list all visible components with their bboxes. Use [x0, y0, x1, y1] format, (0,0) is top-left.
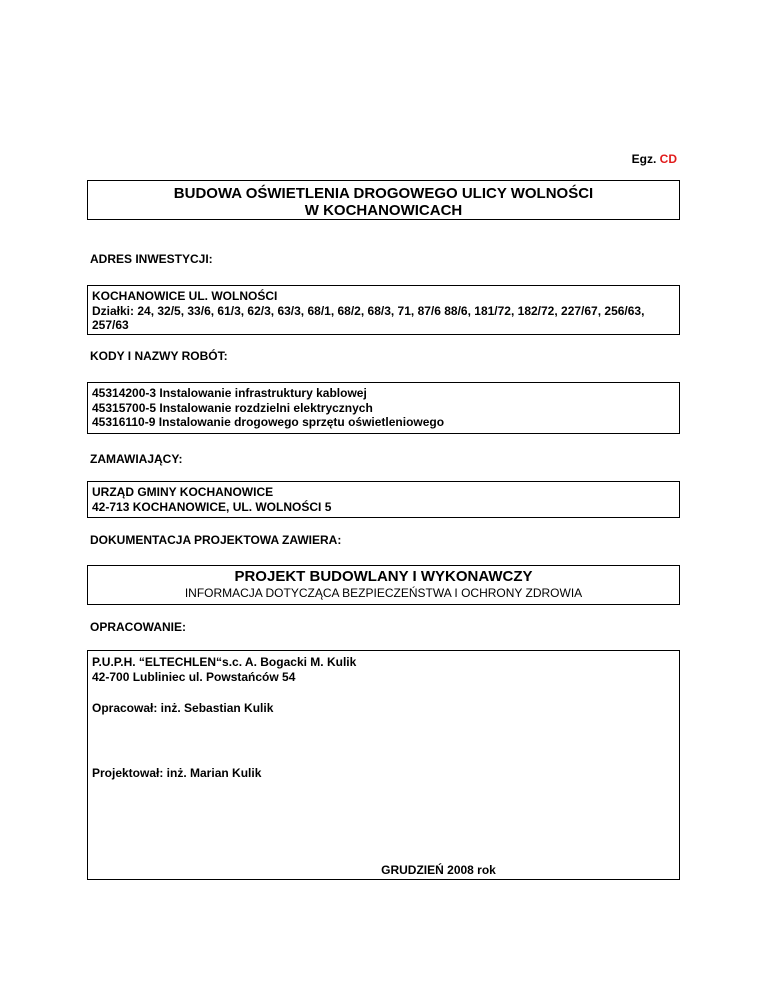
project-title-line-2: W KOCHANOWICACH — [304, 202, 463, 219]
address-line: KOCHANOWICE UL. WOLNOŚCI — [92, 289, 278, 303]
copy-label: Egz. — [631, 152, 657, 166]
work-code-item: 45315700-5 Instalowanie rozdzielni elektrycznych — [92, 400, 373, 415]
works-box — [87, 382, 680, 434]
copy-value: CD — [659, 152, 677, 166]
work-code-item: 45314200-3 Instalowanie infrastruktury kablowej — [92, 386, 367, 400]
work-code-item: 45316110-9 Instalowanie drogowego sprzętu oświetleniowego — [92, 415, 445, 429]
copy-marker — [632, 152, 677, 166]
company-name: P.U.P.H. “ELTECHLEN“s.c. A. Bogacki M. Kulik — [92, 655, 357, 669]
document-date: GRUDZIEŃ 2008 rok — [381, 863, 496, 877]
project-title-line-1: BUDOWA OŚWIETLENIA DROGOWEGO ULICY WOLNOŚCI — [173, 185, 594, 202]
documentation-sub: INFORMACJA DOTYCZĄCA BEZPIECZEŃSTWA I OCHRONY ZDROWIA — [184, 586, 583, 600]
company-address: 42-700 Lubliniec ul. Powstańców 54 — [92, 669, 296, 684]
prepared-by: Opracował: inż. Sebastian Kulik — [92, 701, 274, 715]
documentation-heading: DOKUMENTACJA PROJEKTOWA ZAWIERA: — [90, 533, 342, 547]
project-title-box — [87, 180, 680, 220]
address-box — [87, 285, 680, 335]
prepared-heading: OPRACOWANIE: — [90, 620, 186, 634]
client-box — [87, 481, 680, 518]
client-address: 42-713 KOCHANOWICE, UL. WOLNOŚCI 5 — [92, 499, 332, 514]
designed-by: Projektował: inż. Marian Kulik — [92, 766, 262, 780]
client-name: URZĄD GMINY KOCHANOWICE — [92, 485, 274, 499]
address-heading: ADRES INWESTYCJI: — [90, 252, 213, 266]
address-parcels: Działki: 24, 32/5, 33/6, 61/3, 62/3, 63/3, 68/1, 68/2, 68/3, 71, 87/6 88/6, 181/72, 182/72, 227/67, 256/63, 257/63 — [92, 303, 645, 332]
prepared-box — [87, 650, 680, 880]
documentation-box — [87, 565, 680, 605]
works-heading: KODY I NAZWY ROBÓT: — [90, 349, 228, 363]
client-heading: ZAMAWIAJĄCY: — [90, 452, 183, 466]
documentation-main: PROJEKT BUDOWLANY I WYKONAWCZY — [234, 568, 533, 585]
